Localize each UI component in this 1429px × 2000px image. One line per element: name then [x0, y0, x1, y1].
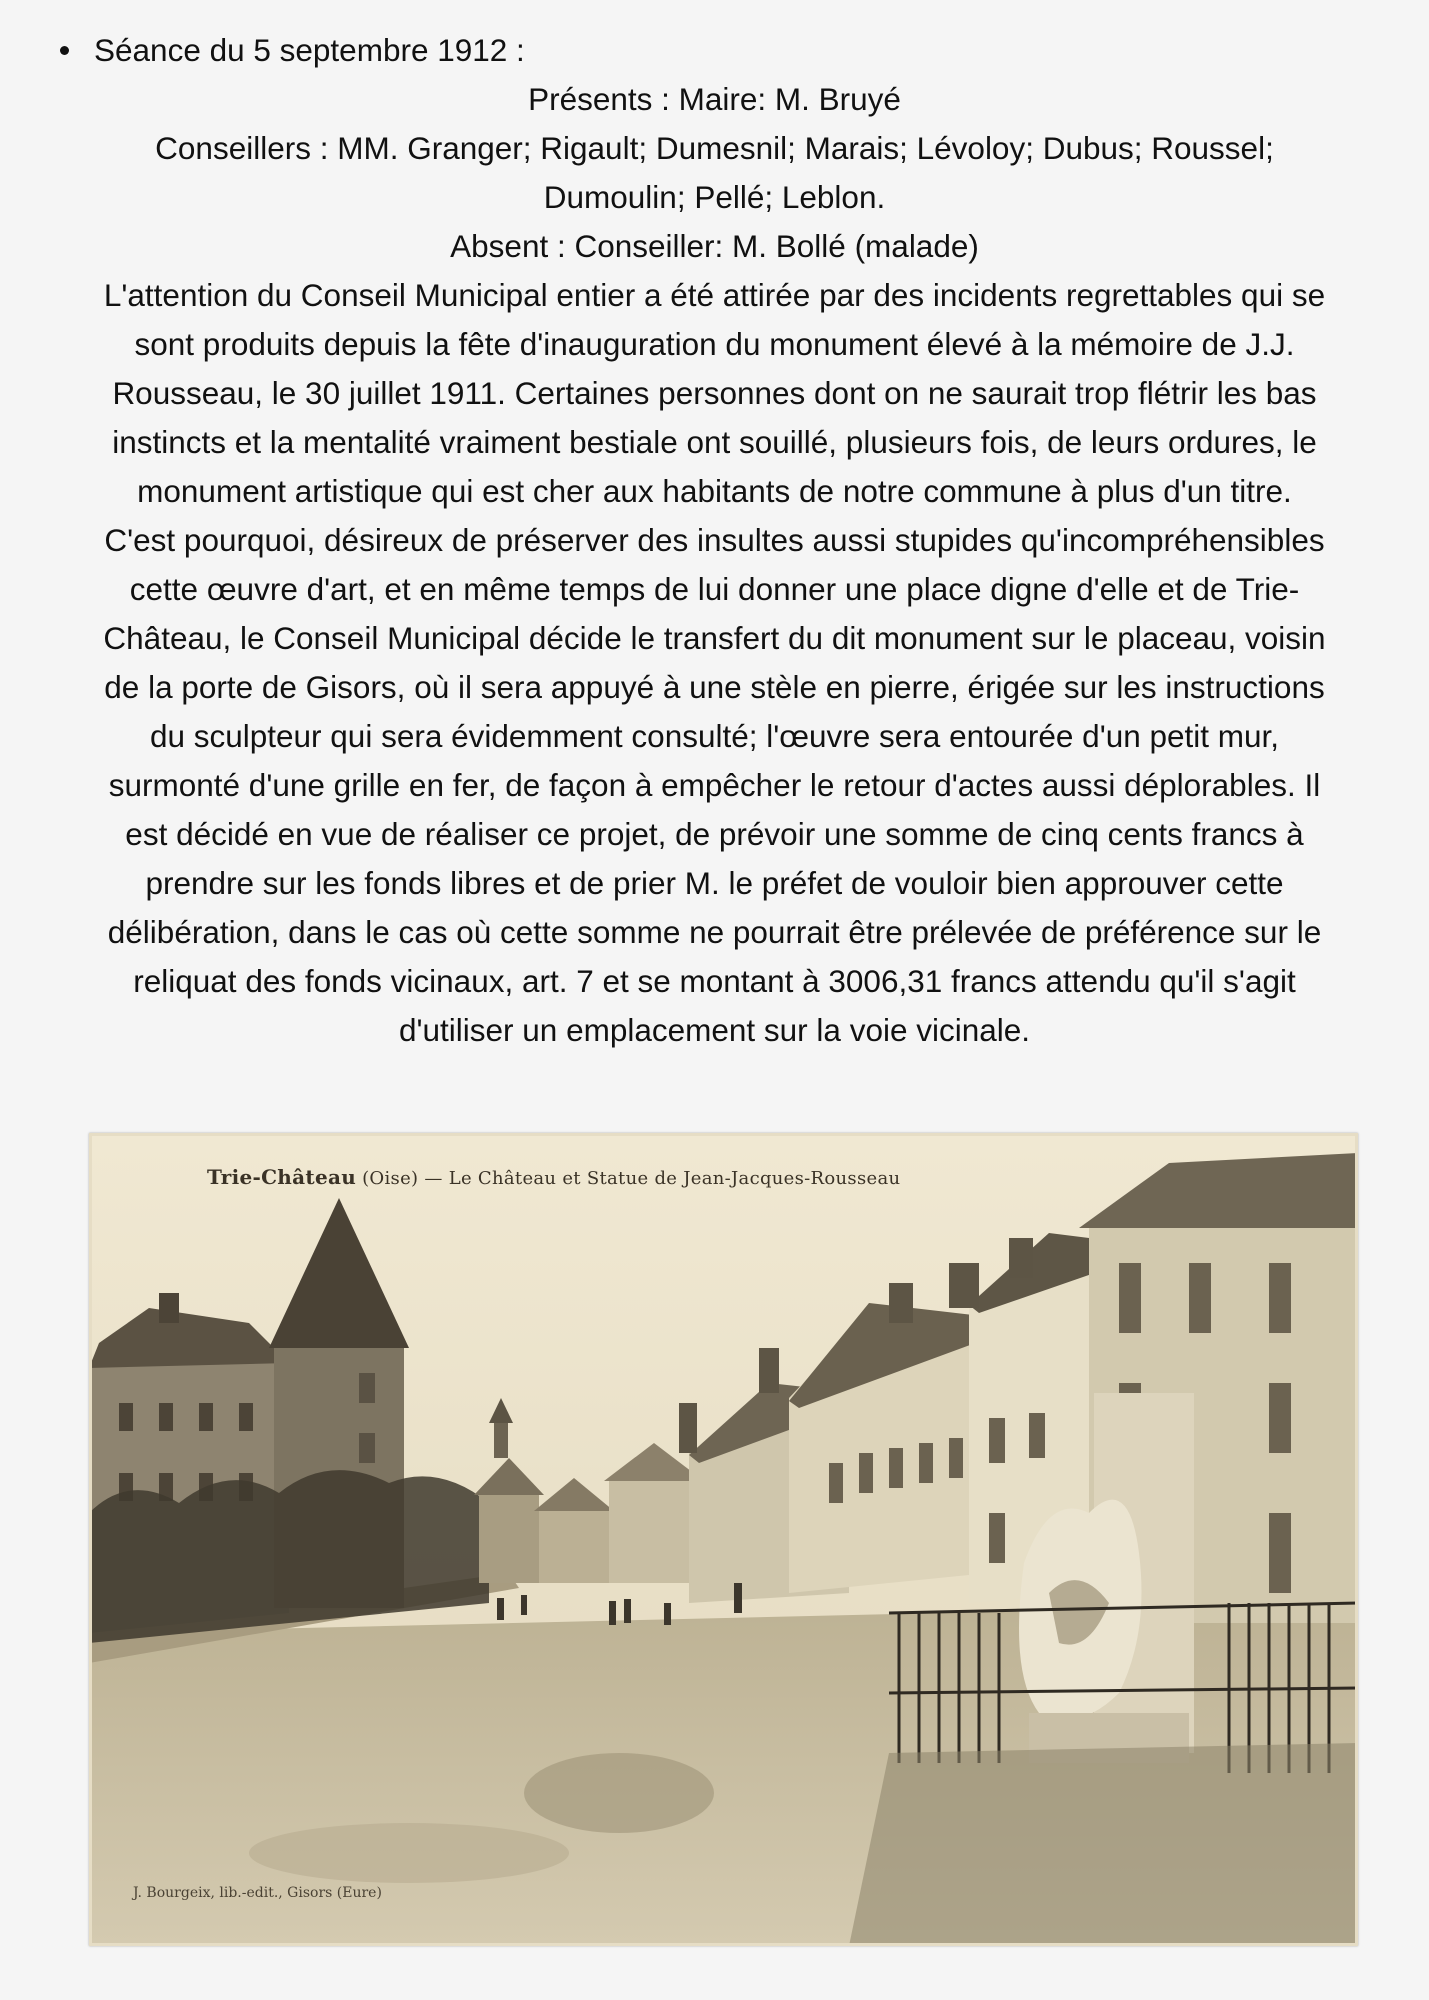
- postcard-illustration: [89, 1133, 1358, 1946]
- body-line: sont produits depuis la fête d'inauguration du monument élevé à la mémoire de J.J.: [134, 326, 1295, 362]
- deliberation-text: [30, 26, 1399, 1055]
- caption-place: Trie-Château: [207, 1165, 357, 1189]
- body-line: monument artistique qui est cher aux habitants de notre commune à plus d'un titre.: [137, 473, 1292, 509]
- body-line: reliquat des fonds vicinaux, art. 7 et se montant à 3006,31 francs attendu qu'il s'agit: [133, 963, 1296, 999]
- body-line: Rousseau, le 30 juillet 1911. Certaines personnes dont on ne saurait trop flétrir les bas: [112, 375, 1317, 411]
- body-line: du sculpteur qui sera évidemment consulté; l'œuvre sera entourée d'un petit mur,: [149, 718, 1280, 754]
- bullet-icon: [60, 46, 69, 55]
- postcard-caption: [207, 1165, 900, 1189]
- conseillers-line-1: Conseillers : MM. Granger; Rigault; Dumesnil; Marais; Lévoloy; Dubus; Roussel;: [155, 130, 1274, 166]
- conseillers-line-2: Dumoulin; Pellé; Leblon.: [543, 179, 886, 215]
- body-line: L'attention du Conseil Municipal entier a été attirée par des incidents regrettables qui se: [103, 277, 1326, 313]
- seance-heading-line: [30, 26, 1399, 75]
- body-line: Château, le Conseil Municipal décide le transfert du dit monument sur le placeau, voisin: [103, 620, 1326, 656]
- body-line: surmonté d'une grille en fer, de façon à empêcher le retour d'actes aussi déplorables. Il: [108, 767, 1321, 803]
- body-line: C'est pourquoi, désireux de préserver des insultes aussi stupides qu'incompréhensibles: [104, 522, 1325, 558]
- body-line: cette œuvre d'art, et en même temps de lui donner une place digne d'elle et de Trie-: [129, 571, 1300, 607]
- body-line: d'utiliser un emplacement sur la voie vicinale.: [398, 1012, 1031, 1048]
- seance-heading: Séance du 5 septembre 1912 :: [94, 32, 525, 68]
- body-line: est décidé en vue de réaliser ce projet, de prévoir une somme de cinq cents francs à: [125, 816, 1304, 852]
- body-line: de la porte de Gisors, où il sera appuyé à une stèle en pierre, érigée sur les instructions: [104, 669, 1325, 705]
- body-line: délibération, dans le cas où cette somme ne pourrait être prélevée de préférence sur le: [107, 914, 1322, 950]
- body-line: instincts et la mentalité vraiment bestiale ont souillé, plusieurs fois, de leurs ordures, le: [112, 424, 1317, 460]
- caption-rest: (Oise) — Le Château et Statue de Jean-Jacques-Rousseau: [356, 1168, 901, 1189]
- presents-line: Présents : Maire: M. Bruyé: [528, 81, 901, 117]
- postcard-photo: [89, 1133, 1358, 1946]
- absent-line: Absent : Conseiller: M. Bollé (malade): [450, 228, 979, 264]
- postcard-publisher: J. Bourgeix, lib.-edit., Gisors (Eure): [133, 1885, 382, 1901]
- body-line: prendre sur les fonds libres et de prier M. le préfet de vouloir bien approuver cette: [145, 865, 1284, 901]
